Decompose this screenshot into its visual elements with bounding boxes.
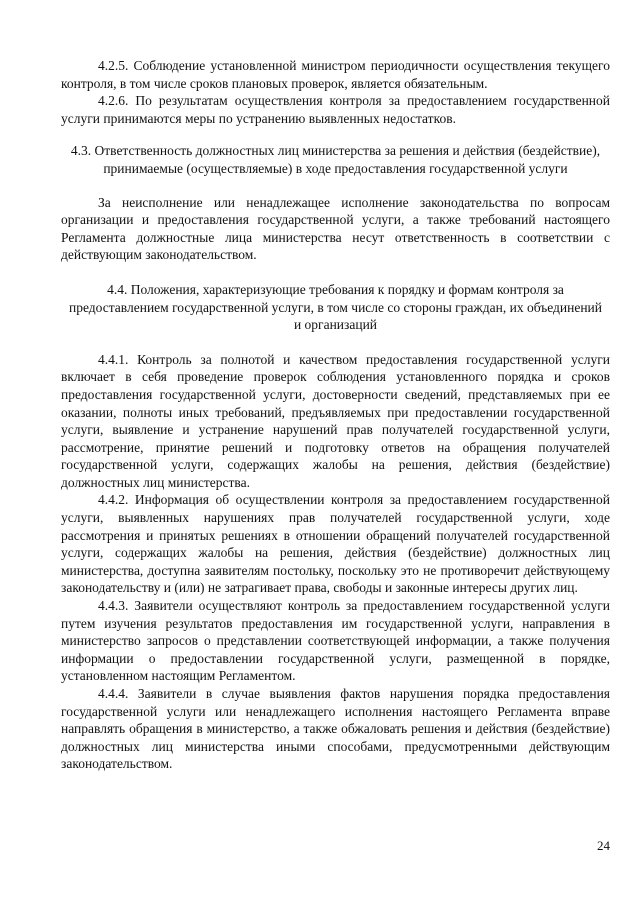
paragraph-4-4-1: 4.4.1. Контроль за полнотой и качеством предоставления государственной услуги включает в себя проведение проверок соблюдения установленного порядка и сроков предоставления государственной услуги, достоверности сведений, представляемых при ее оказании, полноты иных требований, предъявляемых при предоставлении государственной услуги, выявление и устранение нарушений прав получателей государственной услуги, рассмотрение, принятие решений и подготовку ответов на обращения получателей государственной услуги, содержащих жалобы на решения, действия (бездействие) должностных лиц министерства. — [61, 351, 610, 490]
paragraph-4-3-body: За неисполнение или ненадлежащее исполнение законодательства по вопросам организации и предоставления государственной услуги, а также требований настоящего Регламента должностные лица министерства несут ответственность в соответствии с действующим законодательством. — [61, 194, 610, 263]
paragraph-4-2-6: 4.2.6. По результатам осуществления контроля за предоставлением государственной услуги принимаются меры по устранению выявленных недостатков. — [61, 93, 610, 126]
paragraph-4-4-3: 4.4.3. Заявители осуществляют контроль за предоставлением государственной услуги путем изучения результатов предоставления им государственной услуги, направления в министерство запросов о представлении соответствующей информации, а также получения информации о предоставлении государственной услуги, размещенной в порядке, установленном настоящим Регламентом. — [61, 598, 610, 684]
page-number: 24 — [597, 838, 610, 853]
paragraph-4-4-2: 4.4.2. Информация об осуществлении контроля за предоставлением государственной услуги, выявленных нарушениях прав получателей государственной услуги, ходе рассмотрения и принятых решениях в отношении обращений получателей государственной услуги, содержащих жалобы на решения, действия (бездействие) должностных лиц министерства, доступна заявителям постольку, поскольку это не противоречит действующему законодательству и (или) не затрагивает права, свободы и законные интересы других лиц. — [61, 492, 610, 596]
document-page — [61, 57, 610, 773]
paragraph-4-4-4: 4.4.4. Заявители в случае выявления фактов нарушения порядка предоставления государственной услуги или ненадлежащего исполнения настоящего Регламента вправе направлять обращения в министерство, а также обжаловать решения и действия (бездействие) должностных лиц министерства иными способами, предусмотренными действующим законодательством. — [61, 686, 610, 772]
section-heading-4-3: 4.3. Ответственность должностных лиц министерства за решения и действия (бездействие), принимаемые (осуществляемые) в ходе предоставления государственной услуги — [70, 143, 601, 176]
section-heading-4-4: 4.4. Положения, характеризующие требования к порядку и формам контроля за предоставлением государственной услуги, в том числе со стороны граждан, их объединений и организаций — [69, 281, 602, 333]
paragraph-4-2-5: 4.2.5. Соблюдение установленной министром периодичности осуществления текущего контроля, в том числе сроков плановых проверок, является обязательным. — [61, 58, 610, 91]
